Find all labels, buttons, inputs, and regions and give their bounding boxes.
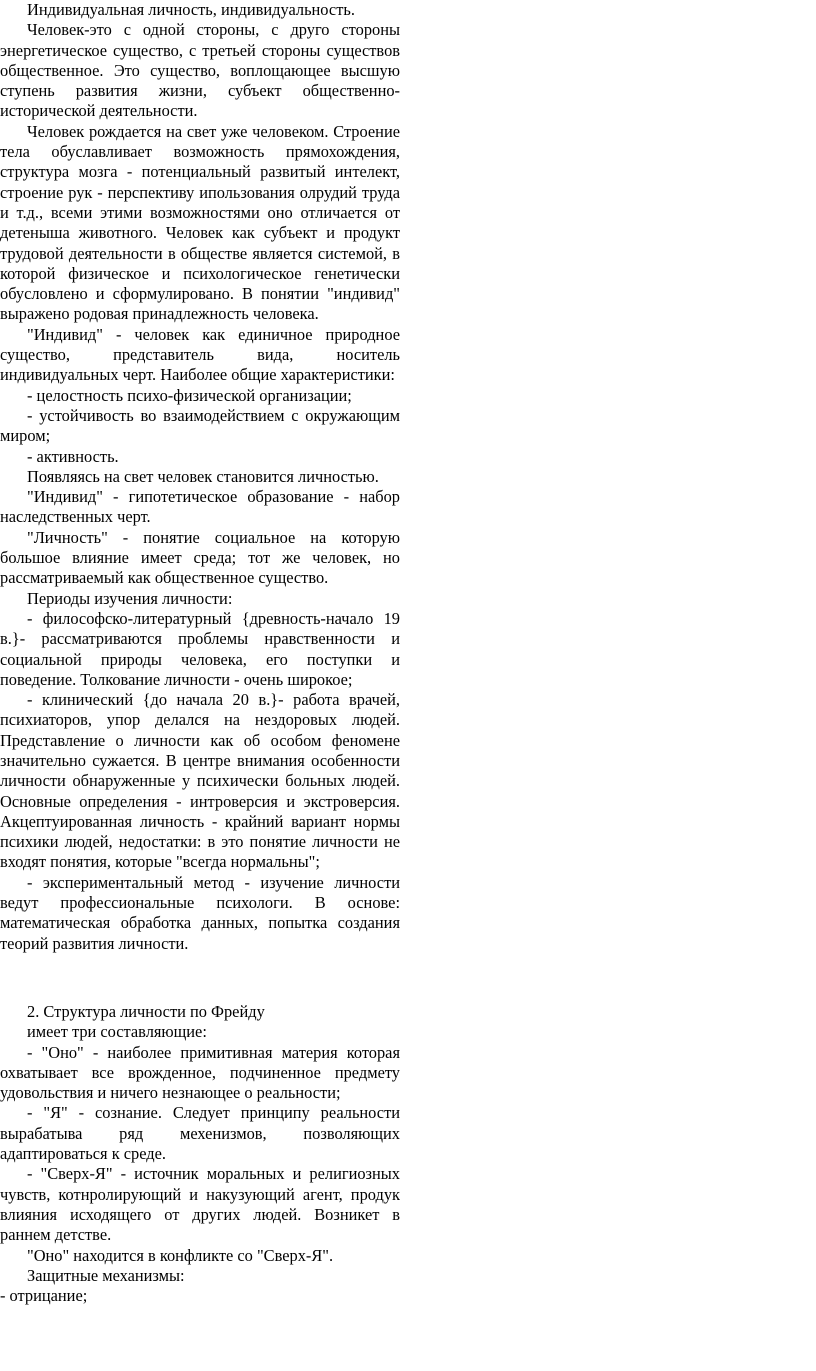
list-item: - клинический {до начала 20 в.}- работа врачей, психиаторов, упор делался на нездоровых людей. Представление о личности как об особом феномене значительно сужается. В центре внимания особенности личности обнаруженные у психически больных людей. Основные определения - интроверсия и экстроверсия. Акцептуированная личность - крайний вариант нормы психики людей, недостатки: в это понятие личности не входят понятия, которые "всегда нормальны";	[0, 690, 400, 872]
list-item: - "Я" - сознание. Следует принципу реальности вырабатыва ряд мехенизмов, позволяющих адаптироваться к среде.	[0, 1103, 400, 1164]
paragraph: Человек рождается на свет уже человеком. Строение тела обуславливает возможность прямохождения, структура мозга - потенциальный развитый интелект, строение рук - перспективу ипользования олрудий труда и т.д., всеми этими возможностями оно отличается от детеныша животного. Человек как субъект и продукт трудовой деятельности в обществе является системой, в которой физическое и психологическое генетически обусловлено и сформулировано. В понятии "индивид" выражено родовая принадлежность человека.	[0, 121, 400, 324]
paragraph: "Индивид" - гипотетическое образование - набор наследственных черт.	[0, 487, 400, 527]
paragraph: "Индивид" - человек как единичное природное существо, представитель вида, носитель индивидуальных черт. Наиболее общие характеристики:	[0, 324, 400, 385]
paragraph: Защитные механизмы:	[27, 1265, 185, 1285]
list-item: - отрицание;	[0, 1286, 88, 1306]
paragraph: "Личность" - понятие социальное на которую большое влияние имеет среда; тот же человек, но рассматриваемый как общественное существо.	[0, 527, 400, 588]
section-heading: 2. Структура личности по Фрейду	[27, 1001, 265, 1021]
list-item: - "Сверх-Я" - источник моральных и религиозных чувств, котнролирующий и накузующий агент, продук влияния исходящего от других людей. Возникет в раннем детстве.	[0, 1164, 400, 1245]
list-item: - активность.	[27, 446, 119, 466]
document-body	[0, 0, 400, 1306]
list-item: - целостность психо-физической организации;	[27, 385, 352, 405]
section-heading: Индивидуальная личность, индивидуальность.	[27, 0, 355, 19]
paragraph: имеет три составляющие:	[27, 1022, 207, 1042]
paragraph: "Оно" находится в конфликте со "Сверх-Я".	[27, 1245, 334, 1265]
section-spacer	[0, 954, 400, 1002]
paragraph: Периоды изучения личности:	[27, 588, 233, 608]
list-item: - философско-литературный {древность-начало 19 в.}- рассматриваются проблемы нравственности и социальной природы человека, его поступки и поведение. Толкование личности - очень широкое;	[0, 608, 400, 689]
list-item: - экспериментальный метод - изучение личности ведут профессиональные психологи. В основе: математическая обработка данных, попытка создания теорий развития личности.	[0, 872, 400, 953]
list-item: - устойчивость во взаимодействием с окружающим миром;	[0, 405, 400, 446]
paragraph: Человек-это с одной стороны, с друго стороны энергетическое существо, с третьей стороны существов общественное. Это существо, воплощающее высшую ступень развития жизни, субъект общественно-исторической деятельности.	[0, 20, 400, 121]
paragraph: Появляясь на свет человек становится личностью.	[27, 466, 379, 486]
list-item: - "Оно" - наиболее примитивная материя которая охватывает все врожденное, подчиненное предмету удовольствия и ничего незнающее о реальности;	[0, 1042, 400, 1103]
